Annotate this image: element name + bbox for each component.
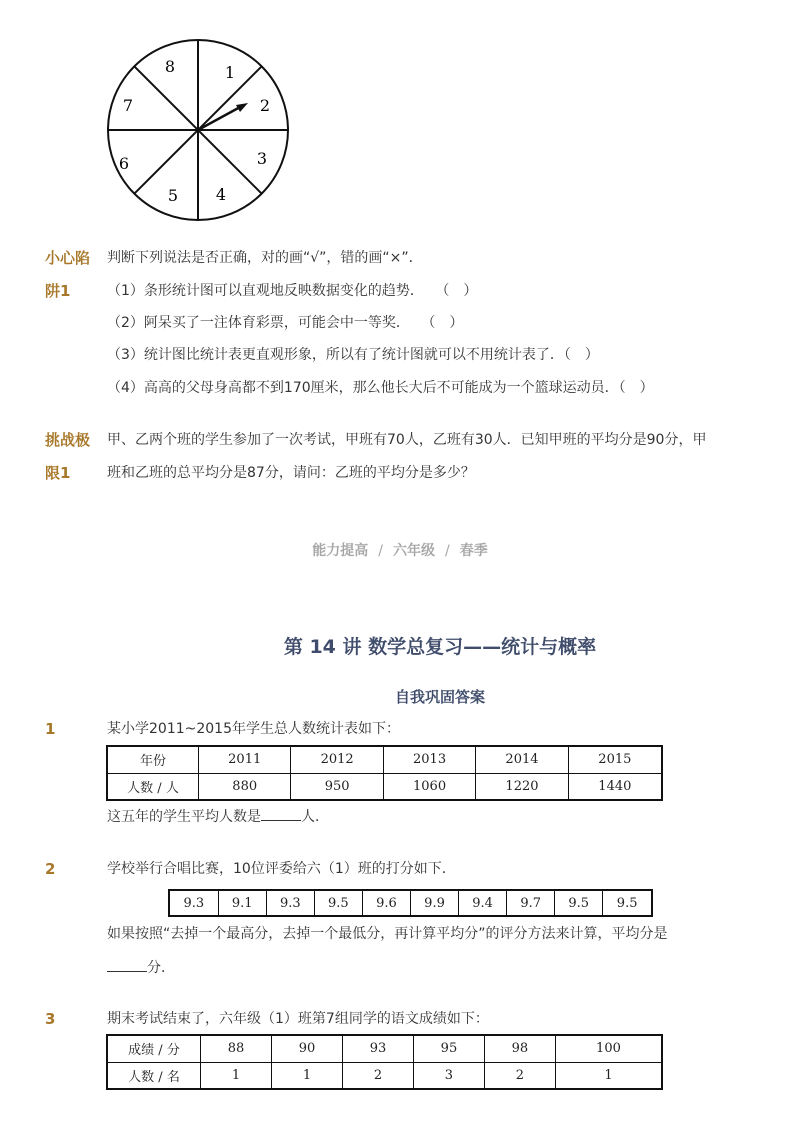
q2-score-cell: 9.5 bbox=[603, 890, 652, 916]
q1-data-cell: 人数 / 人 bbox=[107, 773, 199, 800]
q3-table bbox=[106, 1034, 663, 1090]
q1-data-cell: 1220 bbox=[476, 773, 568, 800]
q3-header-cell: 成绩 / 分 bbox=[107, 1035, 201, 1062]
challenge-tag-line2: 限1 bbox=[45, 464, 71, 482]
q2-score-cell: 9.3 bbox=[169, 890, 218, 916]
q3-data-cell: 1 bbox=[201, 1062, 272, 1089]
q1-text: 某小学2011~2015年学生总人数统计表如下： bbox=[107, 721, 400, 737]
q2-score-cell: 9.5 bbox=[314, 890, 362, 916]
q1-header-cell: 2014 bbox=[476, 746, 568, 773]
trap-intro: 判断下列说法是否正确，对的画“√”，错的画“×”． bbox=[107, 250, 423, 266]
q2-answer-blank[interactable] bbox=[107, 957, 147, 972]
trap-tag-line2: 阱1 bbox=[45, 282, 71, 300]
footer-part1: 能力提高 bbox=[312, 543, 369, 559]
q1-header-cell: 年份 bbox=[107, 746, 199, 773]
q3-data-cell: 2 bbox=[342, 1062, 413, 1089]
q2-text: 学校举行合唱比赛，10位评委给六（1）班的打分如下． bbox=[107, 861, 456, 877]
sector-label-5: 5 bbox=[167, 186, 179, 205]
q3-data-cell: 2 bbox=[484, 1062, 555, 1089]
sector-label-8: 8 bbox=[164, 57, 176, 76]
q1-header-cell: 2012 bbox=[291, 746, 383, 773]
q3-header-row bbox=[107, 1035, 662, 1062]
lecture-title: 第 14 讲 数学总复习——统计与概率 bbox=[283, 636, 597, 658]
spinner-pointer bbox=[198, 106, 242, 130]
q1-data-row bbox=[107, 773, 662, 800]
q1-data-cell: 1060 bbox=[383, 773, 475, 800]
q2-score-cell: 9.7 bbox=[507, 890, 555, 916]
q1-answer-line bbox=[107, 806, 329, 827]
footer-sep-1: / bbox=[378, 543, 383, 559]
sector-label-1: 1 bbox=[224, 63, 236, 82]
challenge-line1: 甲、乙两个班的学生参加了一次考试，甲班有70人，乙班有30人．已知甲班的平均分是90分，甲 bbox=[107, 432, 707, 448]
trap-item-2: （2）阿呆买了一注体育彩票，可能会中一等奖． （ ） bbox=[107, 315, 464, 331]
q3-header-cell: 93 bbox=[342, 1035, 413, 1062]
q3-data-cell: 3 bbox=[413, 1062, 484, 1089]
q2-score-cell: 9.5 bbox=[555, 890, 603, 916]
q1-header-cell: 2013 bbox=[383, 746, 475, 773]
q3-data-cell: 1 bbox=[271, 1062, 342, 1089]
q2-line2: 如果按照“去掉一个最高分，去掉一个最低分，再计算平均分”的评分方法来计算，平均分是 bbox=[107, 926, 668, 942]
trap-item-4: （4）高高的父母身高都不到170厘米，那么他长大后不可能成为一个篮球运动员．（ ） bbox=[107, 380, 654, 396]
sector-label-2: 2 bbox=[259, 96, 271, 115]
spinner-wheel bbox=[100, 33, 300, 229]
footer-part3: 春季 bbox=[459, 543, 488, 559]
q1-header-cell: 2011 bbox=[199, 746, 291, 773]
q1-table bbox=[106, 745, 663, 801]
q2-table bbox=[168, 889, 653, 917]
sector-label-7: 7 bbox=[122, 96, 134, 115]
q1-data-cell: 1440 bbox=[568, 773, 662, 800]
q2-answer-post: 分． bbox=[147, 960, 175, 976]
q2-score-cell: 9.1 bbox=[218, 890, 266, 916]
q2-number: 2 bbox=[45, 860, 56, 878]
q3-header-cell: 95 bbox=[413, 1035, 484, 1062]
q1-data-cell: 880 bbox=[199, 773, 291, 800]
q2-score-cell: 9.6 bbox=[362, 890, 410, 916]
trap-item-1: （1）条形统计图可以直观地反映数据变化的趋势． （ ） bbox=[107, 283, 478, 299]
q3-data-row bbox=[107, 1062, 662, 1089]
footer-part2: 六年级 bbox=[393, 543, 435, 559]
answer-title: 自我巩固答案 bbox=[394, 688, 485, 706]
q3-header-cell: 98 bbox=[484, 1035, 555, 1062]
q1-answer-blank[interactable] bbox=[261, 806, 301, 821]
q1-header-cell: 2015 bbox=[568, 746, 662, 773]
sector-label-6: 6 bbox=[118, 154, 130, 173]
challenge-tag-line1: 挑战极 bbox=[45, 431, 91, 449]
footer-sep-2: / bbox=[445, 543, 450, 559]
q2-answer-line bbox=[107, 957, 175, 978]
q3-header-cell: 90 bbox=[271, 1035, 342, 1062]
q2-score-cell: 9.4 bbox=[459, 890, 507, 916]
sector-label-4: 4 bbox=[215, 185, 227, 204]
q2-score-cell: 9.3 bbox=[266, 890, 314, 916]
q1-answer-post: 人． bbox=[301, 809, 329, 825]
q2-score-cell: 9.9 bbox=[410, 890, 458, 916]
page-footer bbox=[0, 540, 800, 560]
trap-tag-line1: 小心陷 bbox=[45, 249, 91, 267]
spinner-pointer-head bbox=[236, 103, 248, 112]
q1-header-row bbox=[107, 746, 662, 773]
trap-item-3: （3）统计图比统计表更直观形象，所以有了统计图就可以不用统计表了．（ ） bbox=[107, 347, 599, 363]
q3-header-cell: 88 bbox=[201, 1035, 272, 1062]
q3-data-cell: 1 bbox=[555, 1062, 662, 1089]
challenge-line2: 班和乙班的总平均分是87分，请问：乙班的平均分是多少？ bbox=[107, 465, 475, 481]
q1-number: 1 bbox=[45, 720, 56, 738]
q1-data-cell: 950 bbox=[291, 773, 383, 800]
sector-label-3: 3 bbox=[256, 149, 268, 168]
q3-number: 3 bbox=[45, 1010, 56, 1028]
q3-text: 期末考试结束了，六年级（1）班第7组同学的语文成绩如下： bbox=[107, 1011, 489, 1027]
q1-answer-pre: 这五年的学生平均人数是 bbox=[107, 809, 261, 825]
q3-data-cell: 人数 / 名 bbox=[107, 1062, 201, 1089]
q2-score-row bbox=[169, 890, 652, 916]
q3-header-cell: 100 bbox=[555, 1035, 662, 1062]
